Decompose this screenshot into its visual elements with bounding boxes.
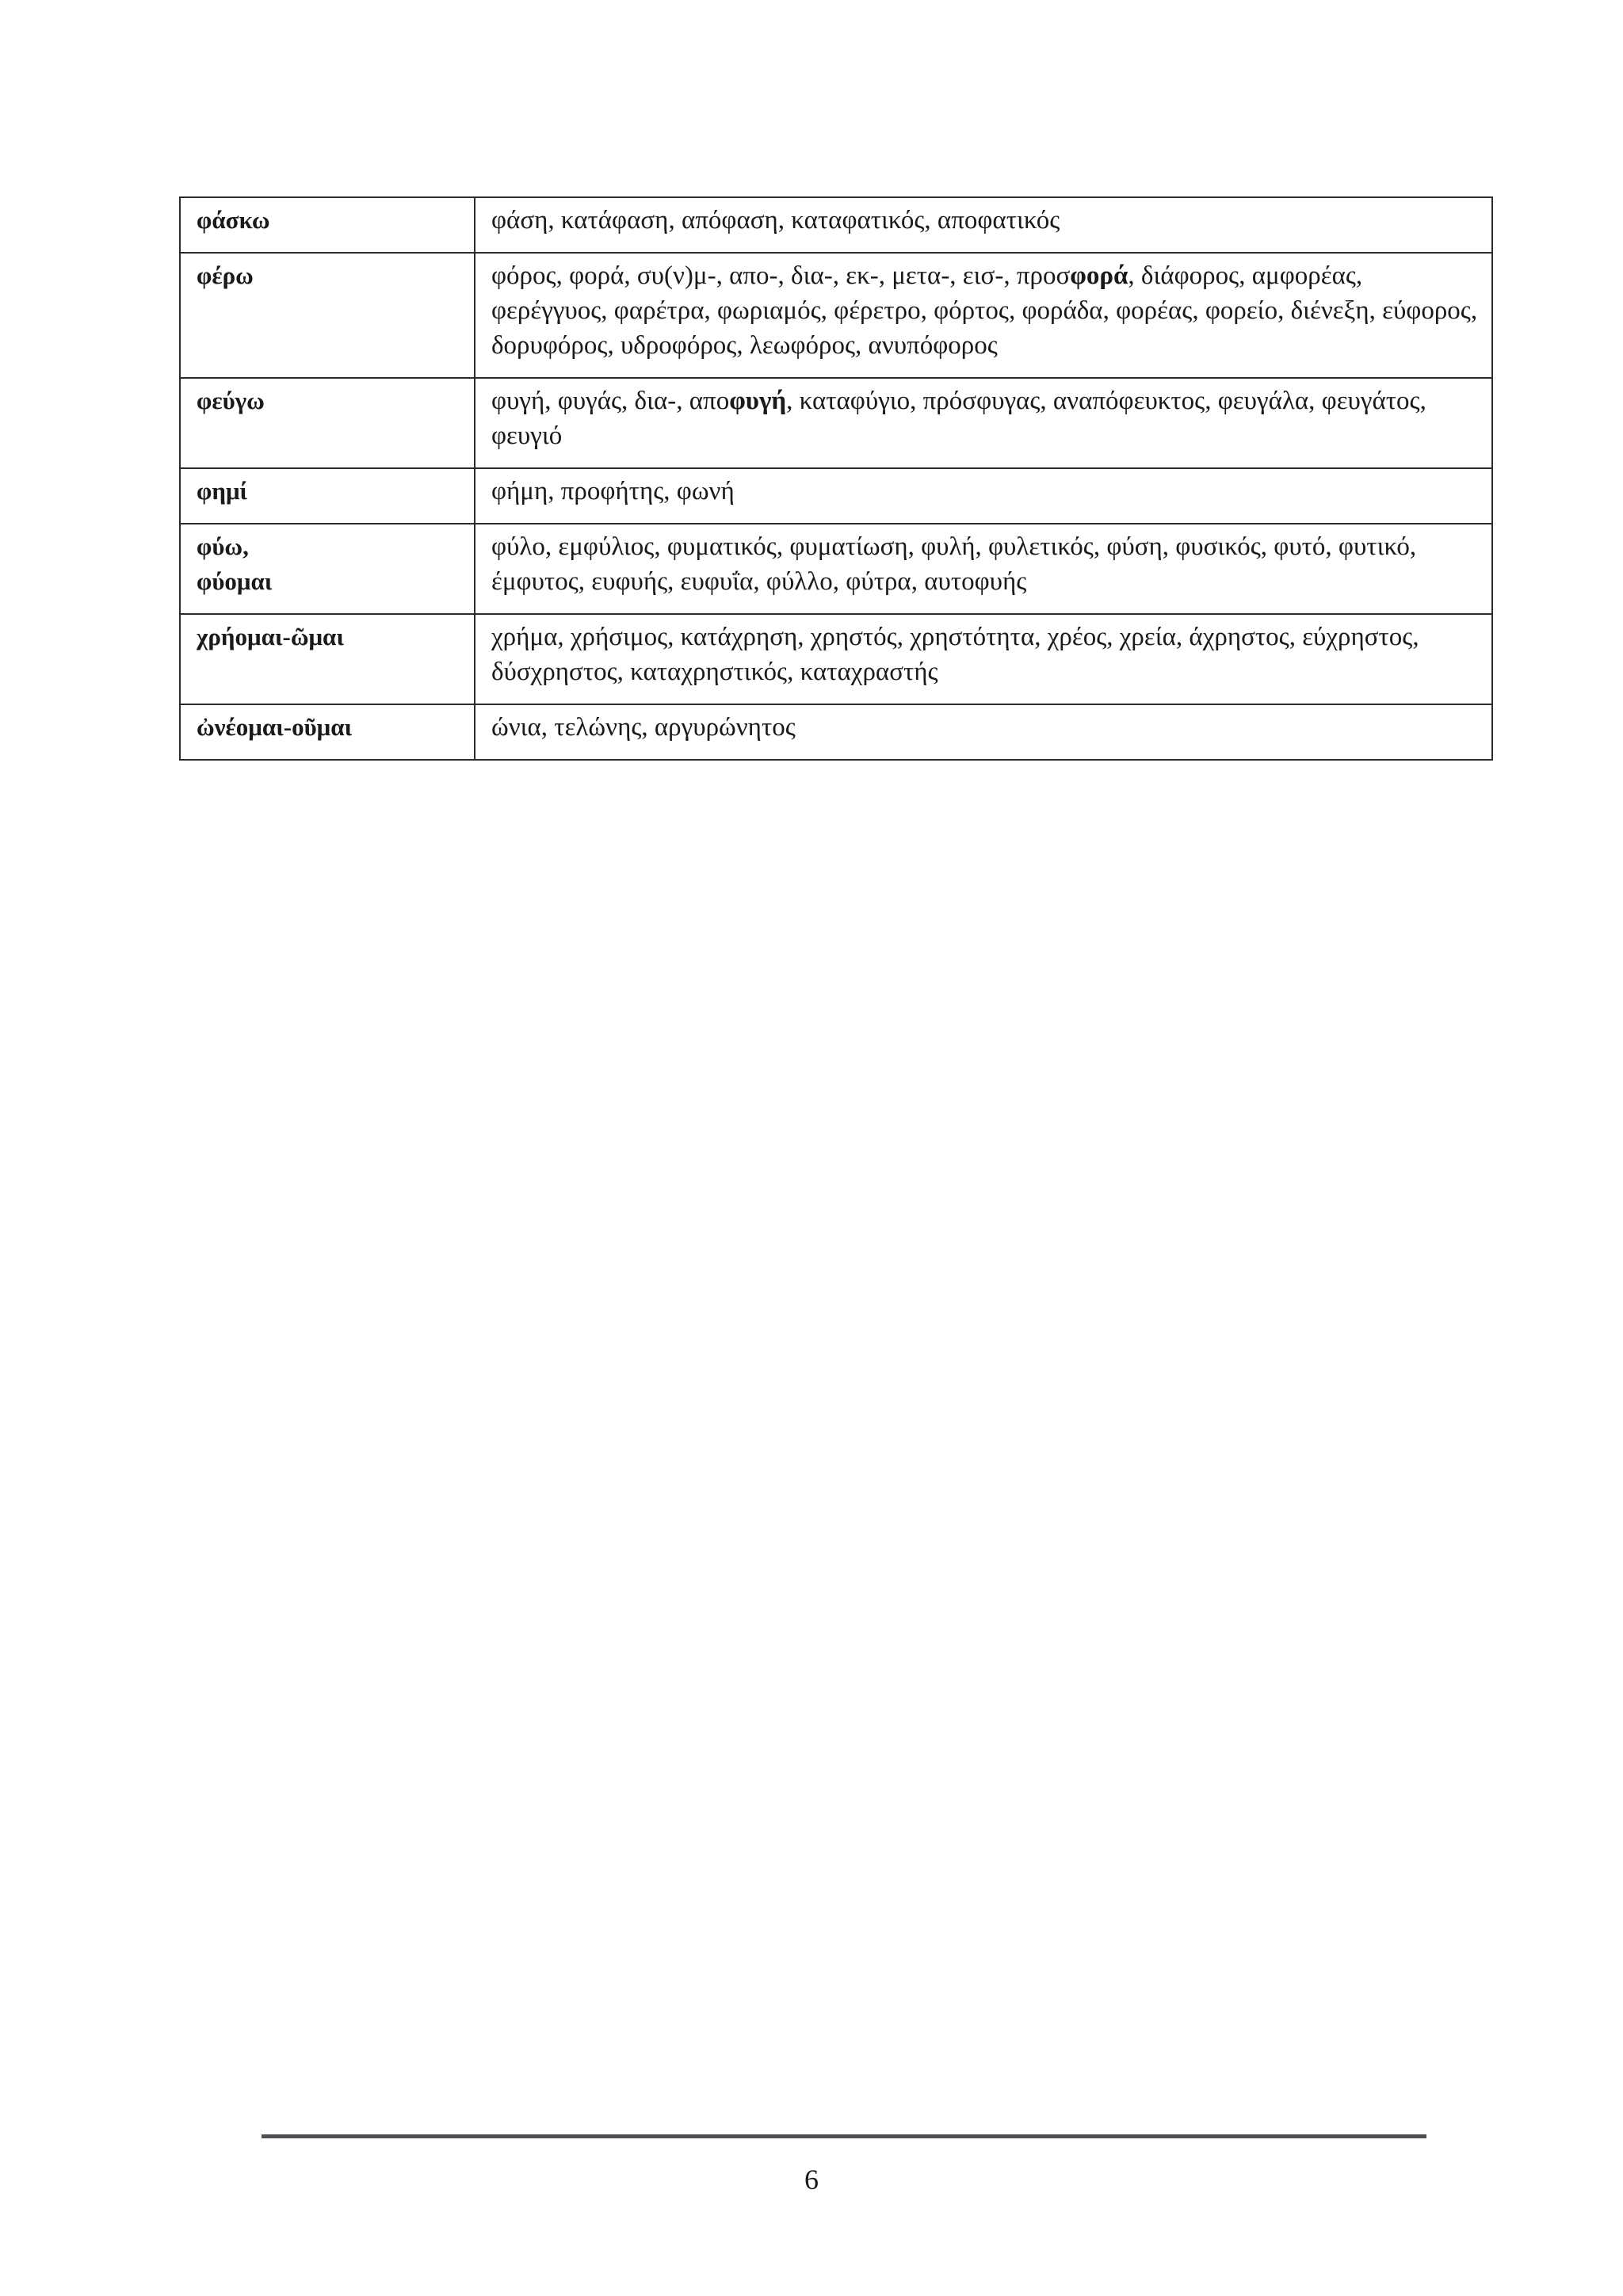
root-verb: χρήομαι-ῶμαι xyxy=(197,623,344,650)
derivative-highlight: φυγή xyxy=(729,387,787,415)
derivative-text: ώνια, τελώνης, αργυρώνητος xyxy=(491,713,796,742)
derivatives-cell xyxy=(475,197,1492,253)
derivative-text: φάση, κατάφαση, απόφαση, καταφατικός, αποφατικός xyxy=(491,206,1060,235)
table-row xyxy=(180,614,1492,704)
root-verb-cell xyxy=(180,378,475,468)
table-row xyxy=(180,524,1492,614)
derivative-text: , διάφορος, αμφορέας, φερέγγυος, φαρέτρα, φωριαμός, φέρετρο, φόρτος, φοράδα, φορέας, φορείο, διένεξη, εύφορος, δορυφόρος, υδροφόρος, λεωφόρος, ανυπόφορος xyxy=(491,261,1478,360)
derivatives-cell xyxy=(475,378,1492,468)
root-verb-cell xyxy=(180,614,475,704)
root-verb-cell xyxy=(180,524,475,614)
table-row xyxy=(180,197,1492,253)
table-row xyxy=(180,704,1492,760)
root-verb-cell xyxy=(180,253,475,378)
root-verb: φάσκω xyxy=(197,206,270,234)
root-verb: φύομαι xyxy=(197,567,273,595)
derivative-highlight: φορά xyxy=(1070,261,1128,290)
derivative-text: φόρος, φορά, συ(ν)μ-, απο-, δια-, εκ-, μετα-, εισ-, προσ xyxy=(491,261,1071,290)
derivatives-cell xyxy=(475,614,1492,704)
table-row xyxy=(180,378,1492,468)
vocabulary-table-body xyxy=(180,197,1492,760)
table-row xyxy=(180,468,1492,524)
page-number: 6 xyxy=(804,2164,819,2195)
table-row xyxy=(180,253,1492,378)
derivative-text: φήμη, προφήτης, φωνή xyxy=(491,477,735,505)
root-verb: ὠνέομαι-οῦμαι xyxy=(197,713,353,741)
root-verb: φέρω xyxy=(197,261,254,289)
vocabulary-table xyxy=(179,196,1493,761)
derivatives-cell xyxy=(475,468,1492,524)
derivatives-cell xyxy=(475,253,1492,378)
derivative-text: φύλο, εμφύλιος, φυματικός, φυματίωση, φυλή, φυλετικός, φύση, φυσικός, φυτό, φυτικό, έμφυτος, ευφυής, ευφυΐα, φύλλο, φύτρα, αυτοφυής xyxy=(491,532,1417,596)
derivatives-cell xyxy=(475,524,1492,614)
root-verb: φύω, xyxy=(197,532,249,560)
root-verb-cell xyxy=(180,197,475,253)
footer-divider xyxy=(262,2134,1426,2138)
root-verb: φεύγω xyxy=(197,387,265,414)
root-verb: φημί xyxy=(197,477,248,505)
derivative-text: φυγή, φυγάς, δια-, απο xyxy=(491,387,730,415)
root-verb-cell xyxy=(180,468,475,524)
derivatives-cell xyxy=(475,704,1492,760)
derivative-text: χρήμα, χρήσιμος, κατάχρηση, χρηστός, χρηστότητα, χρέος, χρεία, άχρηστος, εύχρηστος, δύσχρηστος, καταχρηστικός, καταχραστής xyxy=(491,623,1419,686)
root-verb-cell xyxy=(180,704,475,760)
derivative-text: , καταφύγιο, πρόσφυγας, αναπόφευκτος, φευγάλα, φευγάτος, φευγιό xyxy=(491,387,1426,450)
